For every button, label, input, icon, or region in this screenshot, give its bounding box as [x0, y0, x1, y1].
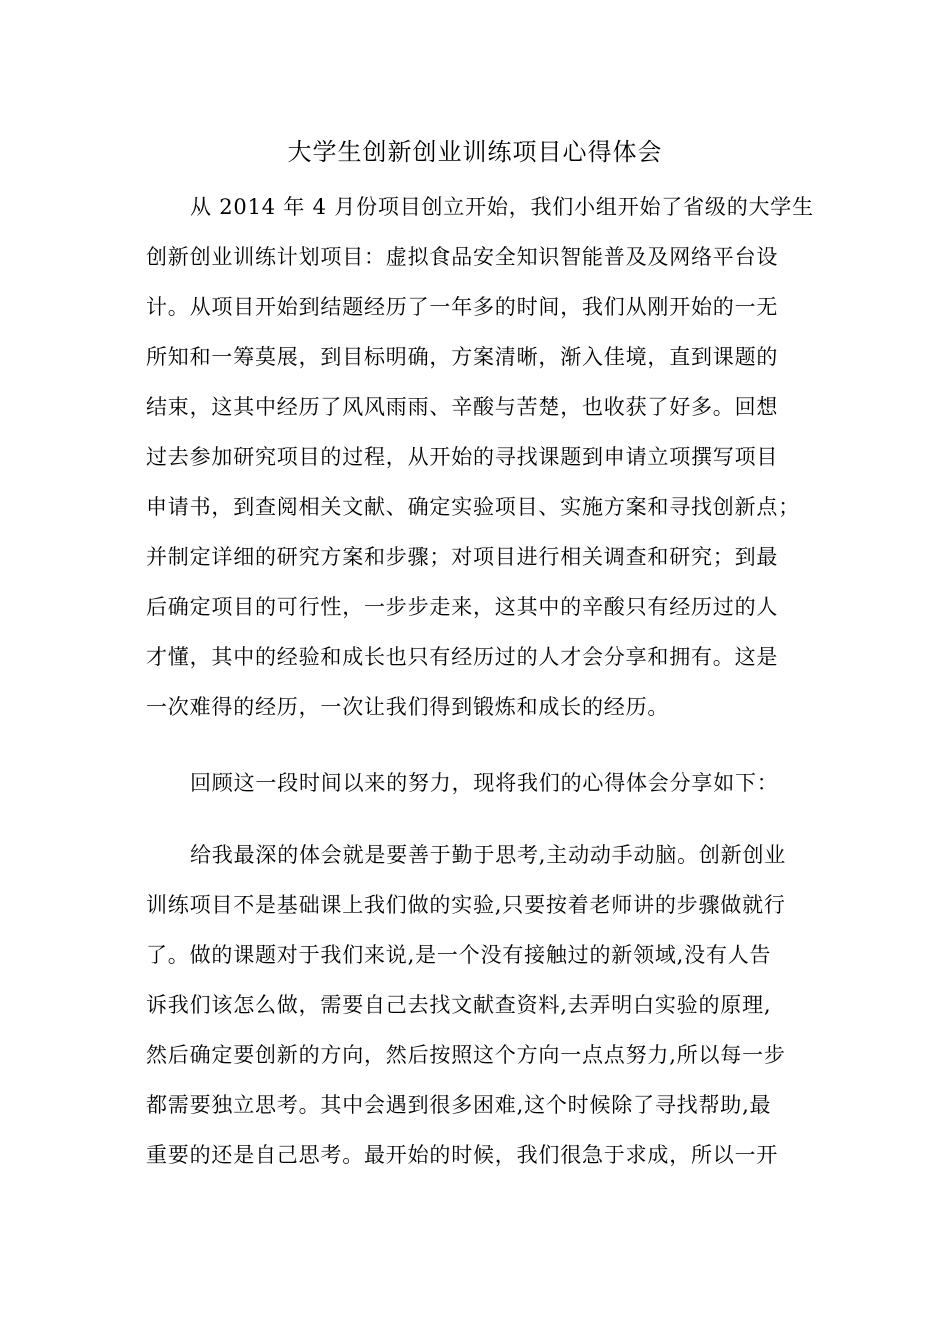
- paragraph-line: 所知和一筹莫展，到目标明确，方案清晰，渐入佳境，直到课题的: [146, 345, 779, 369]
- paragraph-line: 申请书，到查阅相关文献、确定实验项目、实施方案和寻找创新点；: [146, 495, 800, 519]
- paragraph-line: 重要的还是自己思考。最开始的时候，我们很急于求成，所以一开: [146, 1143, 779, 1167]
- paragraph-review-intro: [146, 758, 808, 808]
- paragraph-line: 一次难得的经历，一次让我们得到锻炼和成长的经历。: [146, 695, 670, 719]
- paragraph-line: 都需要独立思考。其中会遇到很多困难,这个时候除了寻找帮助,最: [146, 1093, 772, 1117]
- paragraph-thinking-lesson: [146, 830, 808, 1180]
- paragraph-line: 后确定项目的可行性，一步步走来，这其中的辛酸只有经历过的人: [146, 595, 779, 619]
- paragraph-line: 训练项目不是基础课上我们做的实验,只要按着老师讲的步骤做就行: [146, 893, 786, 917]
- paragraph-line: 计。从项目开始到结题经历了一年多的时间，我们从刚开始的一无: [146, 295, 779, 319]
- paragraph-line: 结束，这其中经历了风风雨雨、辛酸与苦楚，也收获了好多。回想: [146, 395, 779, 419]
- paragraph-line: 回顾这一段时间以来的努力，现将我们的心得体会分享如下：: [190, 771, 779, 795]
- document-title: 大学生创新创业训练项目心得体会: [287, 138, 663, 166]
- paragraph-line: 从 2014 年 4 月份项目创立开始，我们小组开始了省级的大学生: [190, 195, 814, 219]
- paragraph-line: 才懂，其中的经验和成长也只有经历过的人才会分享和拥有。这是: [146, 645, 779, 669]
- paragraph-line: 然后确定要创新的方向，然后按照这个方向一点点努力,所以每一步: [146, 1043, 786, 1067]
- paragraph-line: 创新创业训练计划项目：虚拟食品安全知识智能普及及网络平台设: [146, 245, 779, 269]
- paragraph-line: 过去参加研究项目的过程，从开始的寻找课题到申请立项撰写项目: [146, 445, 779, 469]
- paragraph-project-overview: [146, 182, 814, 732]
- paragraph-line: 诉我们该怎么做，需要自己去找文献查资料,去弄明白实验的原理,: [146, 993, 772, 1017]
- paragraph-line: 并制定详细的研究方案和步骤；对项目进行相关调查和研究；到最: [146, 545, 779, 569]
- paragraph-line: 了。做的课题对于我们来说,是一个没有接触过的新领域,没有人告: [146, 943, 772, 967]
- paragraph-line: 给我最深的体会就是要善于勤于思考,主动动手动脑。创新创业: [190, 843, 787, 867]
